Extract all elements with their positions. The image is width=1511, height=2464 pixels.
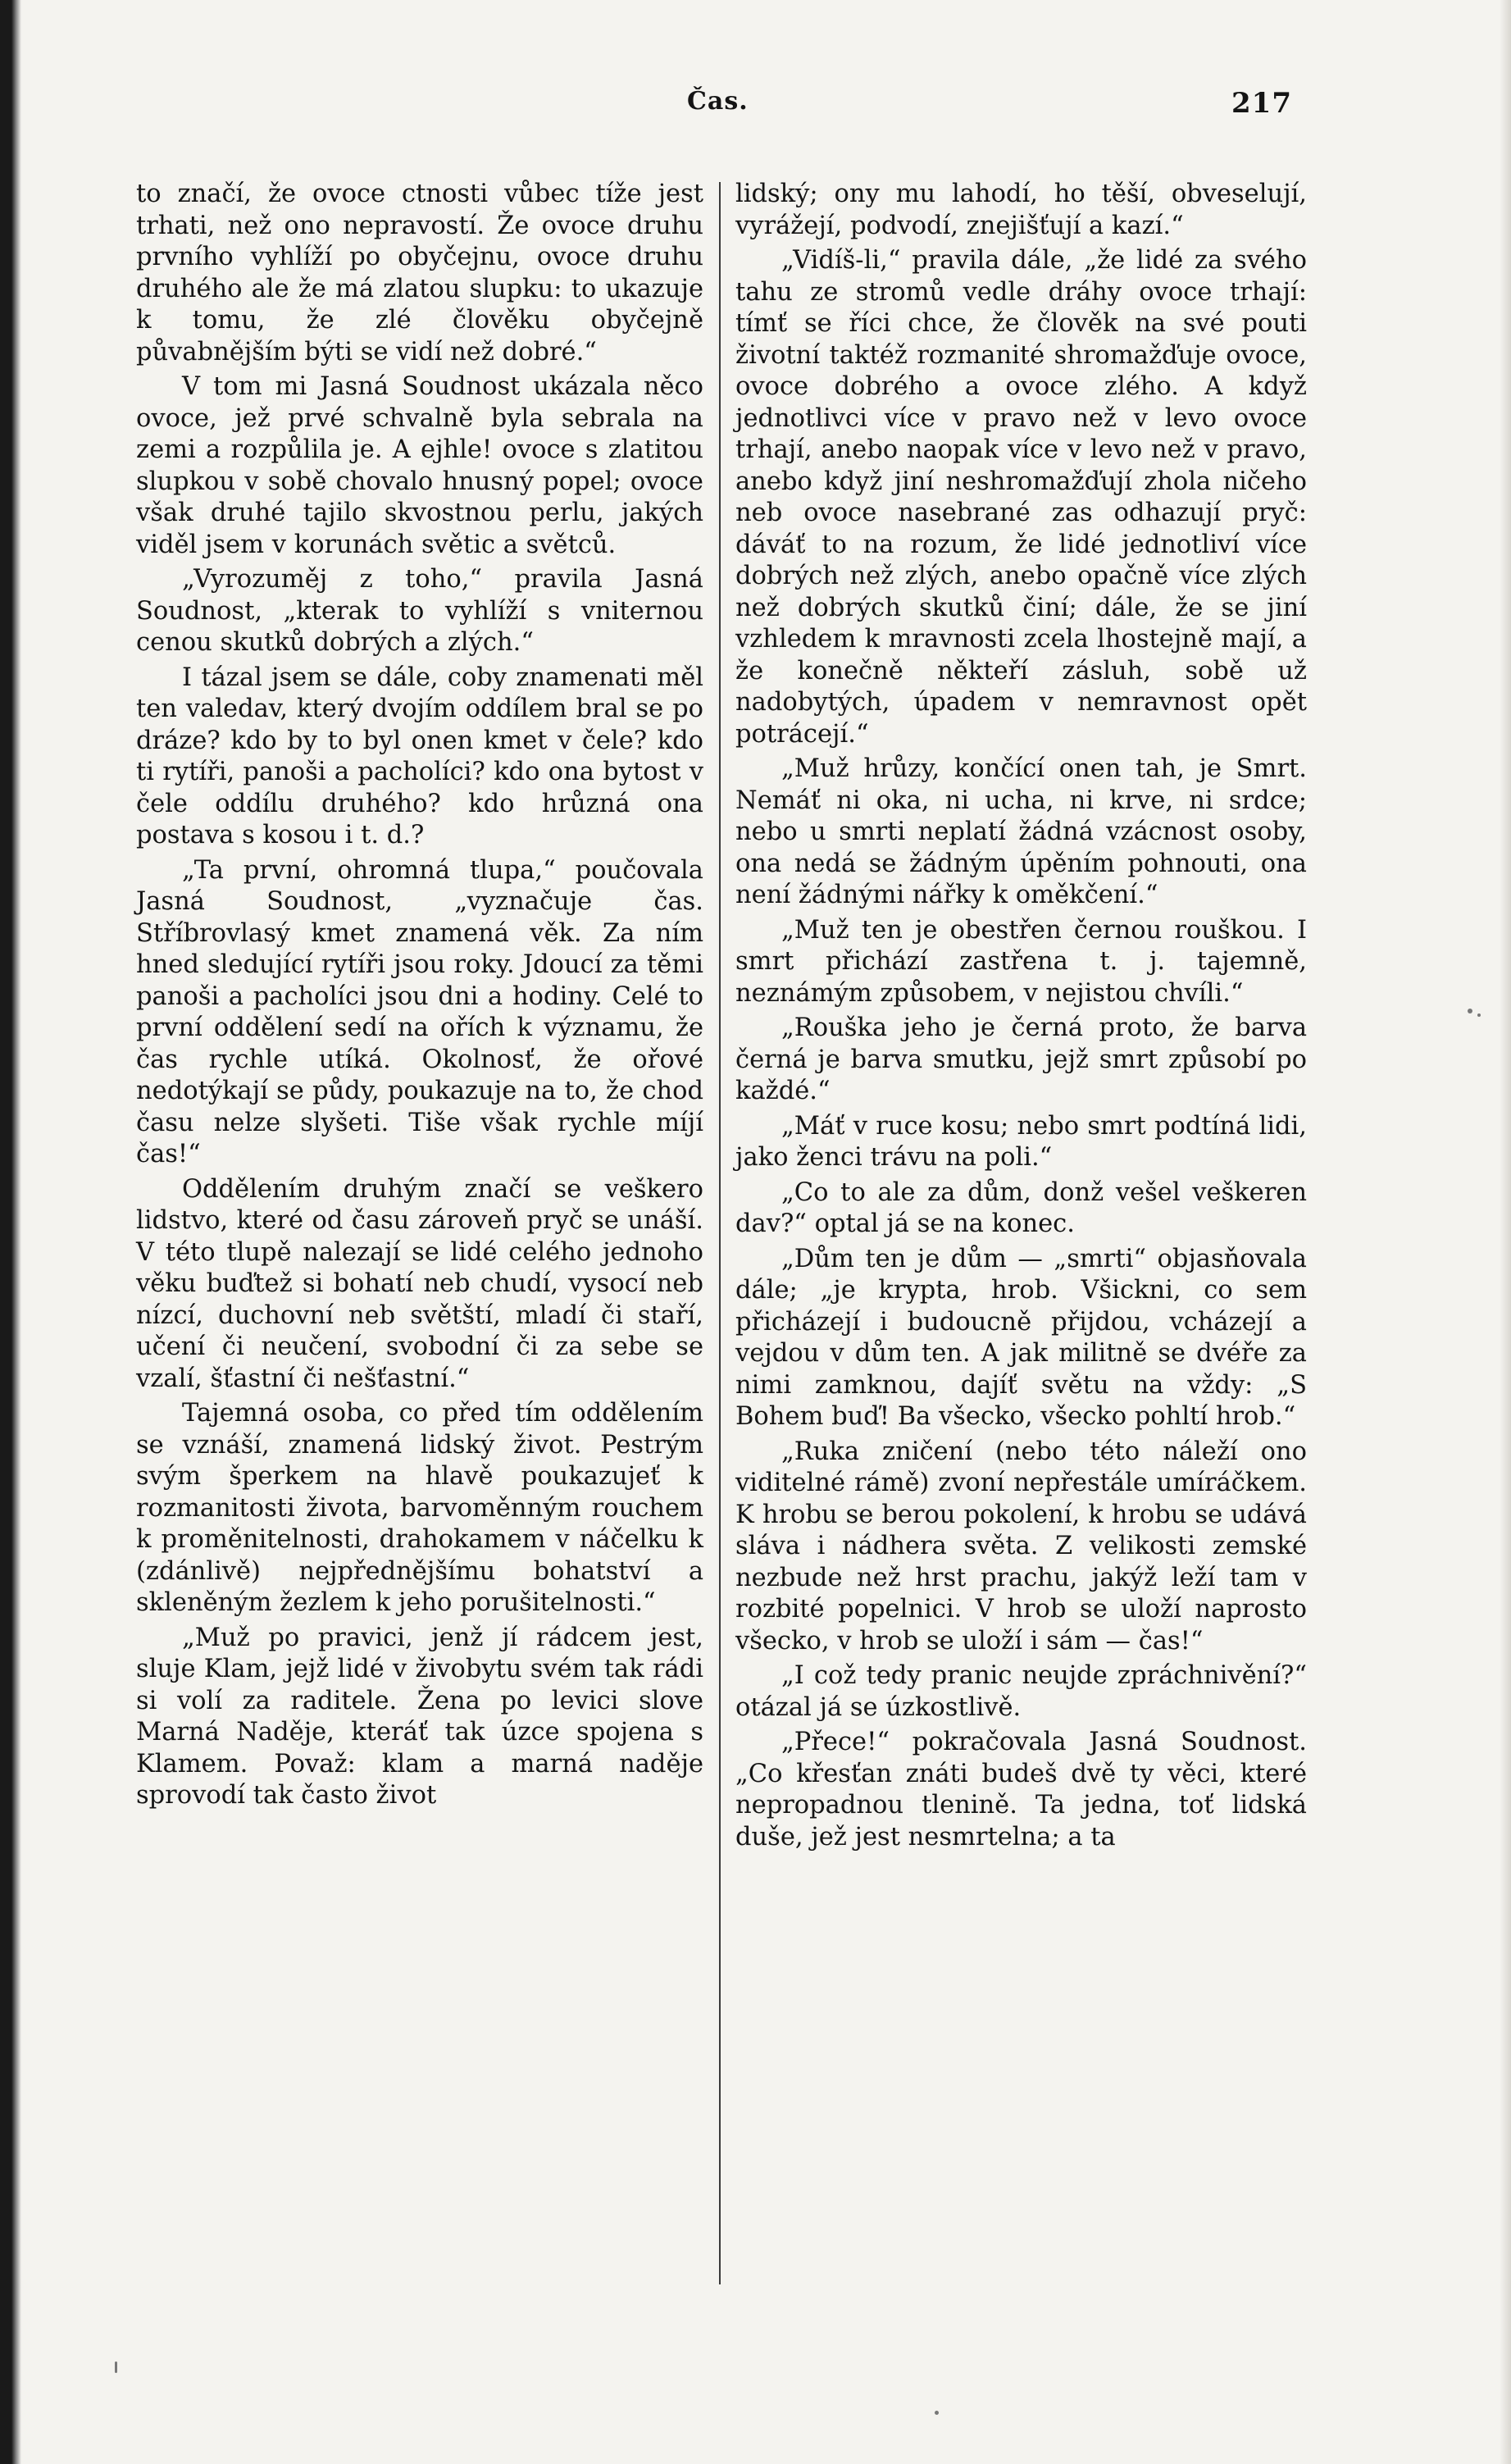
paragraph: „Vidíš-li,“ pravila dále, „že lidé za svého tahu ze stromů vedle dráhy ovoce trhají: tímť se říci chce, že člověk na své pouti životní taktéž rozmanité shromažďuje ovoce, ovoce dobrého a ovoce zlého. A když jednotlivci více v pravo než v levo ovoce trhají, anebo naopak více v levo než v pravo, anebo když jiní neshromažďují zhola ničeho neb ovoce nasebrané zas odhazují pryč: dáváť to na rozum, že lidé jednotliví více dobrých než zlých, anebo opačně více zlých než dobrých skutků činí; dále, že se jiní vzhledem k mravnosti zcela lhostejně mají, a že konečně někteří zásluh, sobě už nadobytých, úpadem v nemravnost opět potrácejí.“ (735, 246, 1307, 749)
paragraph: lidský; ony mu lahodí, ho těší, obveselují, vyrážejí, podvodí, znejišťují a kazí.“ (735, 180, 1307, 240)
right-column (735, 179, 1307, 1856)
running-title: Čas. (687, 87, 749, 116)
paragraph: Oddělením druhým značí se veškero lidstvo, které od času zároveň pryč se unáší. V této tlupě nalezají se lidé celého jednoho věku buďtež si bohatí neb chudí, vysocí neb nízcí, duchovní neb světští, mladí či staří, učení či neučení, svobodní či za sebe se vzalí, šťastní či nešťastní.“ (136, 1174, 703, 1393)
paragraph: I tázal jsem se dále, coby znamenati měl ten valedav, který dvojím oddílem bral se po dráze? kdo by to byl onen kmet v čele? kdo ti rytíři, panoši a pacholíci? kdo ona bytost v čele oddílu druhého? kdo hrůzná ona postava s kosou i t. d.? (136, 663, 703, 849)
scan-page-edge (1500, 0, 1511, 2464)
scan-speck (115, 2362, 117, 2373)
scan-speck (1468, 1009, 1472, 1013)
paragraph: „Dům ten je dům — „smrti“ objasňovala dále; „je krypta, hrob. Všickni, co sem přicházejí i budoucně přijdou, vcházejí a vejdou v dům ten. A jak militně se dvéře za nimi zamknou, dajíť světu na vždy: „S Bohem buď! Ba všecko, všecko pohltí hrob.“ (735, 1244, 1307, 1431)
page-number: 217 (1231, 87, 1292, 120)
left-column (136, 179, 703, 1815)
scan-binding-shadow (0, 0, 21, 2464)
paragraph: „Muž po pravici, jenž jí rádcem jest, sluje Klam, jejž lidé v živobytu svém tak rádi si volí za raditele. Žena po levici slove Marná Naděje, kteráť tak úzce spojena s Klamem. Považ: klam a marná naděje sprovodí tak často život (136, 1623, 703, 1810)
paragraph: V tom mi Jasná Soudnost ukázala něco ovoce, jež prvé schvalně byla sebrala na zemi a rozpůlila je. A ejhle! ovoce s zlatitou slupkou v sobě chovalo hnusný popel; ovoce však druhé tajilo skvostnou perlu, jakých viděl jsem v korunách světic a světců. (136, 372, 703, 559)
paragraph: „Ta první, ohromná tlupa,“ poučovala Jasná Soudnost, „vyznačuje čas. Stříbrovlasý kmet znamená věk. Za ním hned sledující rytíři jsou roky. Jdoucí za těmi panoši a pacholíci jsou dni a hodiny. Celé to první oddělení sedí na ořích k významu, že čas rychle utíká. Okolnosť, že ořové nedotýkají se půdy, poukazuje na to, že chod času nelze slyšeti. Tiše však rychle míjí čas!“ (136, 855, 703, 1168)
paragraph: „Ruka zničení (nebo této náleží ono viditelné rámě) zvoní nepřestále umíráčkem. K hrobu se berou pokolení, k hrobu se udává sláva i nádhera světa. Z velikosti zemské nezbude než hrst prachu, jakýž leží tam v rozbité popelnici. V hrob se uloží naprosto všecko, v hrob se uloží i sám — čas!“ (735, 1437, 1307, 1656)
paragraph: „I což tedy pranic neujde zpráchnivění?“ otázal já se úzkostlivě. (735, 1661, 1307, 1722)
paragraph: „Máť v ruce kosu; nebo smrt podtíná lidi, jako ženci trávu na poli.“ (735, 1111, 1307, 1172)
paragraph: „Co to ale za dům, donž vešel veškeren dav?“ optal já se na konec. (735, 1177, 1307, 1238)
paragraph: „Muž hrůzy, končící onen tah, je Smrt. Nemáť ni oka, ni ucha, ni krve, ni srdce; nebo u smrti neplatí žádná vzácnost osoby, ona nedá se žádným úpěním pohnouti, ona není žádnými nářky k oměkčení.“ (735, 754, 1307, 909)
paragraph: „Rouška jeho je černá proto, že barva černá je barva smutku, jejž smrt způsobí po každé.“ (735, 1013, 1307, 1105)
paragraph: „Přece!“ pokračovala Jasná Soudnost. „Co křesťan znáti budeš dvě ty věci, které nepropadnou tlenině. Ta jedna, toť lidská duše, jež jest nesmrtelna; a ta (735, 1728, 1307, 1851)
scan-speck (1477, 1013, 1481, 1017)
paragraph: Tajemná osoba, co před tím oddělením se vznáší, znamená lidský život. Pestrým svým šperkem na hlavě poukazujeť k rozmanitosti života, barvoměnným rouchem k proměnitelnosti, drahokamem v náčelku k (zdánlivě) nejpřednějšímu bohatství a skleněným žezlem k jeho porušitelnosti.“ (136, 1399, 703, 1617)
paragraph: „Muž ten je obestřen černou rouškou. I smrt přichází zastřena t. j. tajemně, neznámým způsobem, v nejistou chvíli.“ (735, 915, 1307, 1008)
scan-speck (935, 2411, 939, 2415)
paragraph: „Vyrozuměj z toho,“ pravila Jasná Soudnost, „kterak to vyhlíží s vniternou cenou skutků dobrých a zlých.“ (136, 565, 703, 657)
column-divider (719, 182, 721, 2284)
paragraph: to značí, že ovoce ctnosti vůbec tíže jest trhati, než ono nepravostí. Že ovoce druhu prvního vyhlíží po obyčejnu, ovoce druhu druhého ale že má zlatou slupku: to ukazuje k tomu, že zlé člověku obyčejně půvabnějším býti se vidí než dobré.“ (136, 180, 703, 367)
